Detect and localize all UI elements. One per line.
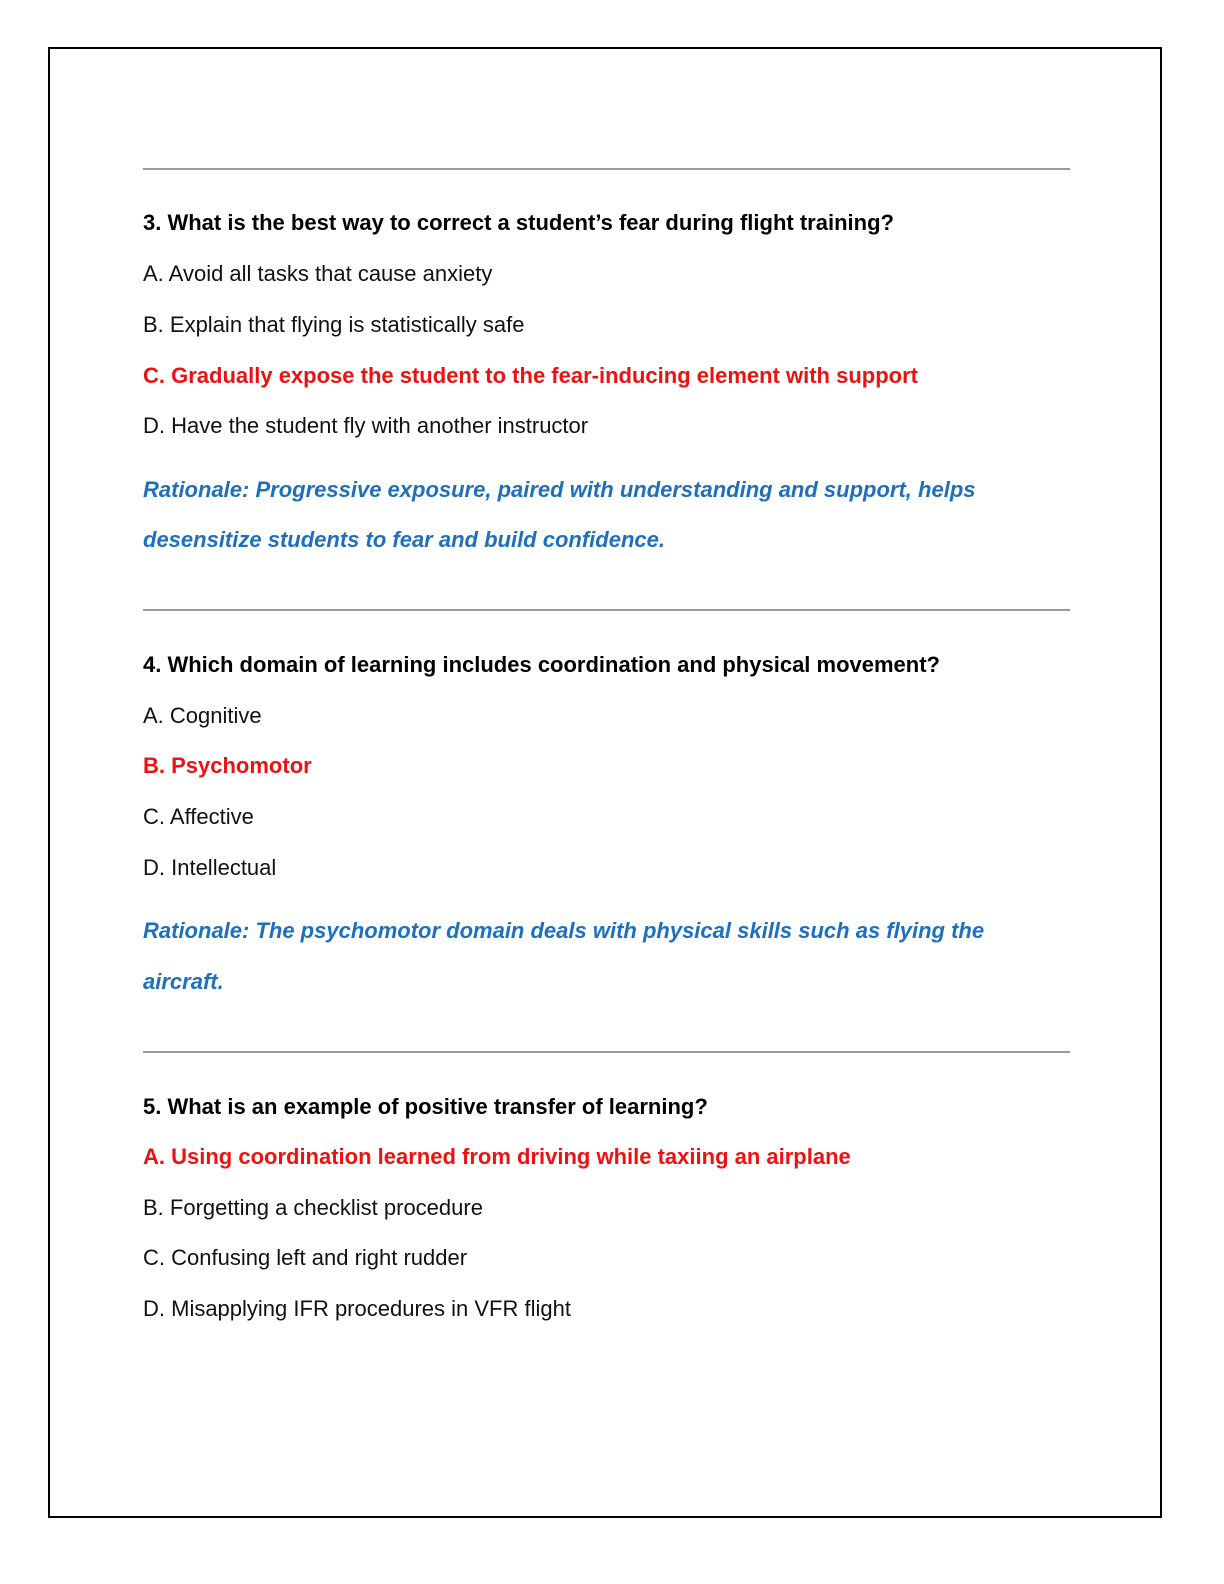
question-5-text: 5. What is an example of positive transfer of learning?: [143, 1094, 708, 1119]
divider-rule: [143, 1051, 1070, 1053]
question-5-option-b: B. Forgetting a checklist procedure: [143, 1195, 483, 1220]
question-5-option-a-correct: A. Using coordination learned from driving while taxiing an airplane: [143, 1144, 851, 1169]
question-4-text: 4. Which domain of learning includes coordination and physical movement?: [143, 652, 940, 677]
question-5-option-c: C. Confusing left and right rudder: [143, 1245, 468, 1270]
question-4-option-c: C. Affective: [143, 804, 254, 829]
divider-rule: [143, 168, 1070, 170]
question-4-rationale-line-2: aircraft.: [143, 969, 224, 994]
question-3-option-d: D. Have the student fly with another instructor: [143, 413, 589, 438]
question-3-text: 3. What is the best way to correct a student’s fear during flight training?: [143, 210, 894, 235]
question-3-option-c-correct: C. Gradually expose the student to the fear-inducing element with support: [143, 363, 918, 388]
question-3-rationale-line-1: Rationale: Progressive exposure, paired with understanding and support, helps: [143, 477, 976, 502]
question-4-rationale-line-1: Rationale: The psychomotor domain deals with physical skills such as flying the: [143, 918, 985, 943]
divider-rule: [143, 609, 1070, 611]
question-4-option-b-correct: B. Psychomotor: [143, 753, 312, 778]
question-3-option-b: B. Explain that flying is statistically safe: [143, 312, 525, 337]
question-3-rationale-line-2: desensitize students to fear and build confidence.: [143, 527, 665, 552]
question-3-option-a: A. Avoid all tasks that cause anxiety: [143, 261, 493, 286]
question-5-option-d: D. Misapplying IFR procedures in VFR flight: [143, 1296, 571, 1321]
question-4-option-a: A. Cognitive: [143, 703, 262, 728]
question-4-option-d: D. Intellectual: [143, 855, 277, 880]
